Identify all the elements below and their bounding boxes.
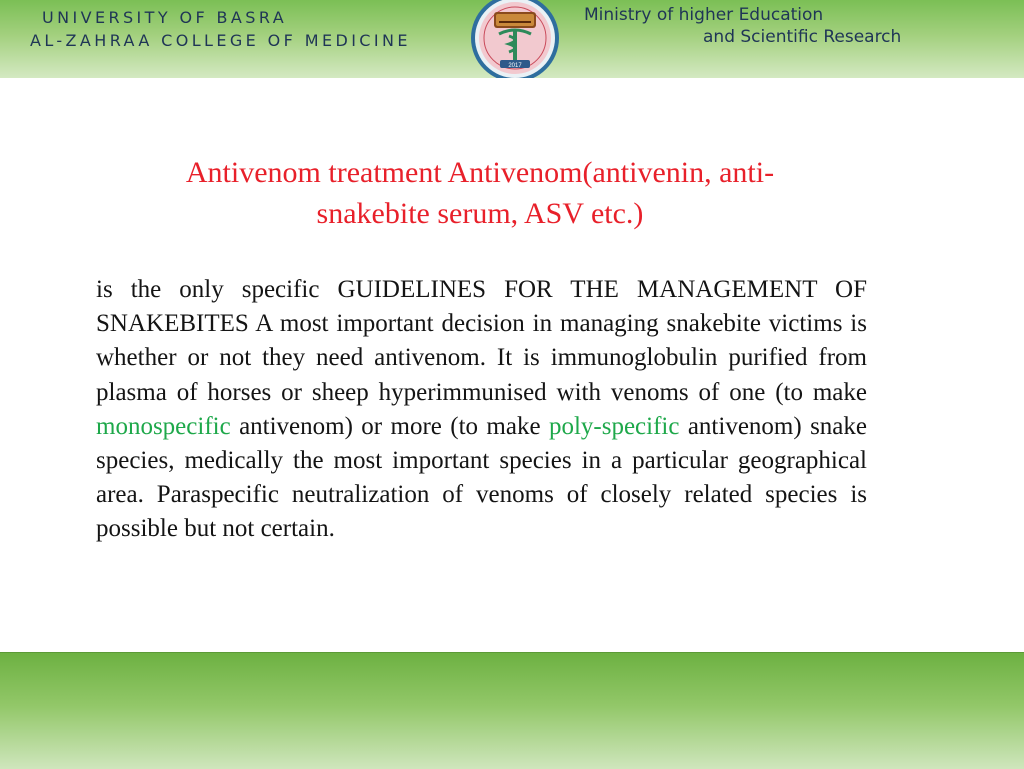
ministry-line-1: Ministry of higher Education — [584, 5, 824, 25]
slide-title: Antivenom treatment Antivenom(antivenin, anti-snakebite serum, ASV etc.) — [185, 156, 775, 230]
highlight-monospecific: monospecific — [96, 412, 231, 440]
logo-year: 2017 — [508, 63, 522, 69]
body-text-1: is the only specific GUIDELINES FOR THE MANAGEMENT OF SNAKEBITES A most important decision in managing snakebite victims is whether or not they need antivenom. It is immunoglobulin purified from plasma of horses or sheep hyperimmunised with venoms of one (to make — [96, 276, 867, 406]
footer-band — [0, 652, 1024, 769]
ministry-line-2: and Scientific Research — [703, 27, 902, 47]
college-logo — [469, 0, 561, 78]
slide-body — [96, 273, 867, 547]
college-name: AL-ZAHRAA COLLEGE OF MEDICINE — [30, 31, 411, 50]
body-text-2: antivenom) or more (to make — [230, 412, 549, 440]
body-text-3: antivenom) snake species, medically the most important species in a particular geographical area. Paraspecific neutralization of venoms of closely related species is possible but not certain. — [96, 412, 867, 543]
highlight-poly-specific: poly-specific — [548, 412, 680, 440]
university-name: UNIVERSITY OF BASRA — [42, 8, 288, 27]
header-band — [0, 0, 1024, 78]
